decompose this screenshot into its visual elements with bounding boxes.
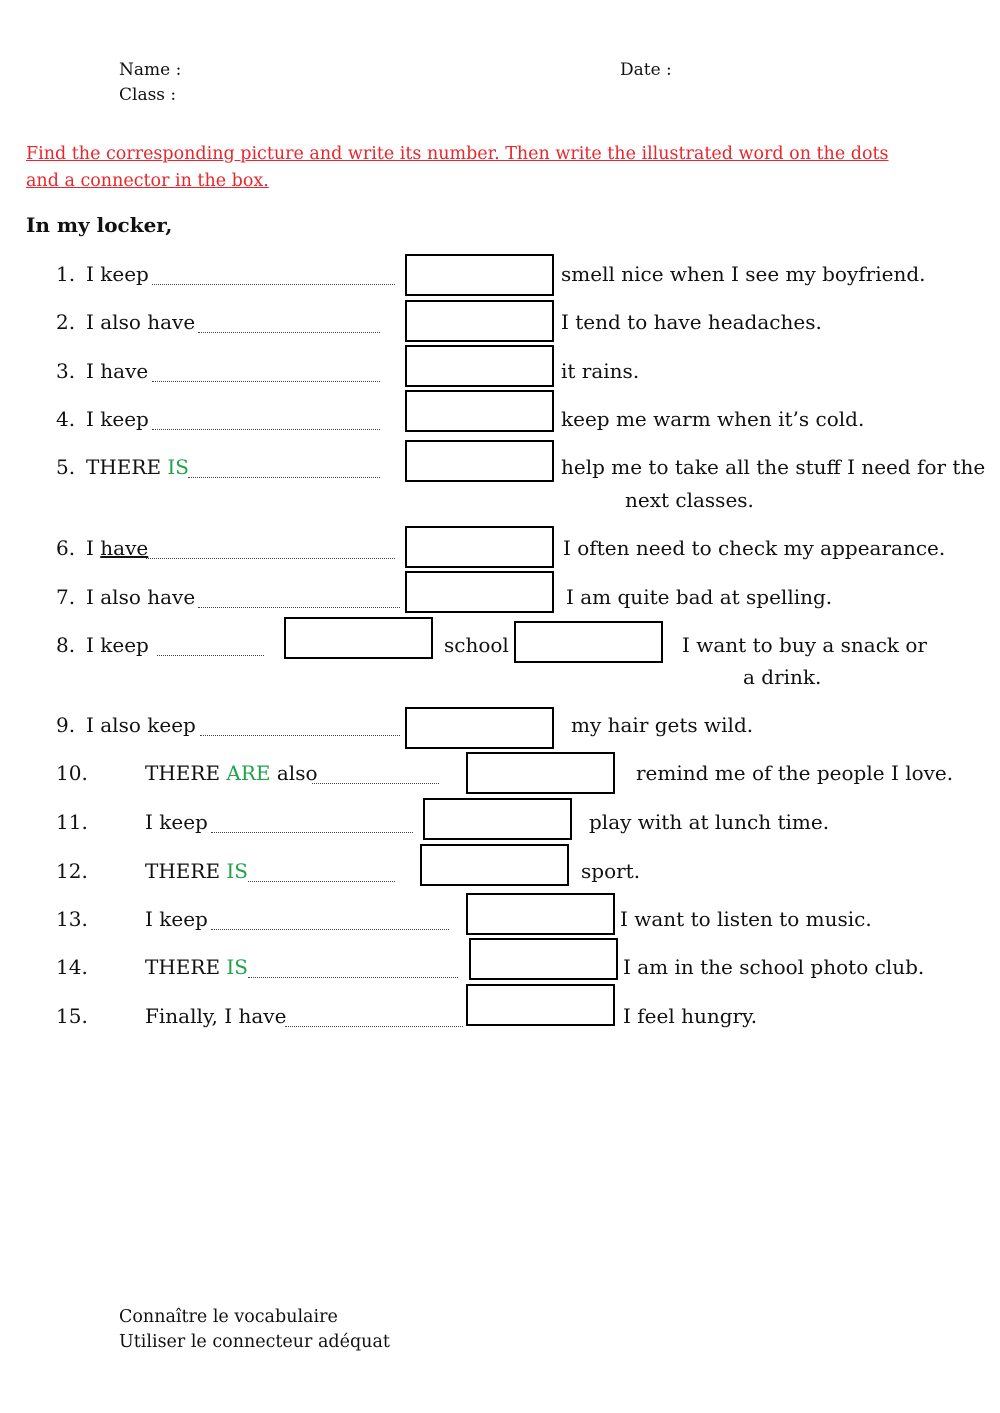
item-suffix: sport. [581, 859, 641, 883]
item-prefix: Finally, I have [145, 1004, 287, 1028]
item-suffix: keep me warm when it’s cold. [561, 407, 865, 431]
item-suffix: remind me of the people I love. [636, 761, 954, 785]
item-prefix-text: THERE [145, 955, 221, 979]
item-number: 3. [56, 359, 76, 383]
connector-box[interactable] [405, 345, 554, 387]
item-suffix: I want to buy a snack or [682, 633, 927, 657]
answer-dots[interactable] [198, 607, 400, 608]
connector-box[interactable] [405, 707, 554, 749]
item-prefix: I also have [86, 585, 196, 609]
item-number: 10. [56, 761, 88, 785]
item-number: 4. [56, 407, 76, 431]
item-prefix: I keep [86, 407, 149, 431]
item-prefix [145, 761, 318, 785]
connector-box[interactable] [405, 254, 554, 296]
item-suffix: I am in the school photo club. [623, 955, 925, 979]
item-prefix [145, 859, 248, 883]
item-prefix: I have [86, 359, 149, 383]
item-suffix: smell nice when I see my boyfriend. [561, 262, 926, 286]
item-prefix: I keep [145, 907, 208, 931]
item-number: 14. [56, 955, 88, 979]
answer-dots[interactable] [188, 477, 380, 478]
item-suffix-cont: next classes. [625, 488, 754, 512]
item-prefix-text: THERE [86, 455, 162, 479]
item-number: 8. [56, 633, 76, 657]
item-prefix: I also have [86, 310, 196, 334]
item-suffix: play with at lunch time. [589, 810, 830, 834]
answer-dots[interactable] [312, 783, 439, 784]
connector-box[interactable] [420, 844, 569, 886]
item-number: 11. [56, 810, 88, 834]
keyword-are: ARE [226, 761, 271, 785]
answer-dots[interactable] [157, 655, 264, 656]
item-suffix: I feel hungry. [623, 1004, 758, 1028]
name-label: Name : [119, 60, 182, 80]
keyword-is: IS [226, 955, 249, 979]
answer-dots[interactable] [198, 332, 380, 333]
keyword-is: IS [226, 859, 249, 883]
item-prefix [86, 536, 148, 560]
instructions: Find the corresponding picture and write its number. Then write the illustrated word on the dots and a connector in the box. [26, 144, 889, 191]
item-prefix-underlined: have [100, 536, 149, 560]
item-prefix: I also keep [86, 713, 196, 737]
item-prefix-text: THERE [145, 761, 221, 785]
item-prefix: I keep [86, 633, 149, 657]
item-suffix: I am quite bad at spelling. [566, 585, 833, 609]
connector-box[interactable] [466, 752, 615, 794]
answer-dots[interactable] [152, 284, 395, 285]
class-label: Class : [119, 85, 177, 105]
connector-box[interactable] [405, 390, 554, 432]
item-prefix-text: THERE [145, 859, 221, 883]
footer-skill-2: Utiliser le connecteur adéquat [119, 1332, 390, 1352]
answer-dots[interactable] [285, 1026, 463, 1027]
item-suffix: it rains. [561, 359, 640, 383]
item-middle: school [444, 633, 509, 657]
item-suffix: I tend to have headaches. [561, 310, 822, 334]
item-number: 9. [56, 713, 76, 737]
item-number: 6. [56, 536, 76, 560]
connector-box-2[interactable] [514, 621, 663, 663]
item-suffix: I want to listen to music. [620, 907, 872, 931]
item-suffix: I often need to check my appearance. [563, 536, 946, 560]
answer-dots[interactable] [152, 381, 380, 382]
item-number: 5. [56, 455, 76, 479]
connector-box[interactable] [423, 798, 572, 840]
connector-box[interactable] [405, 571, 554, 613]
answer-dots[interactable] [248, 881, 395, 882]
connector-box[interactable] [466, 984, 615, 1026]
item-number: 15. [56, 1004, 88, 1028]
item-prefix-text: I [86, 536, 94, 560]
answer-dots[interactable] [200, 735, 400, 736]
connector-box[interactable] [284, 617, 433, 659]
connector-box[interactable] [405, 526, 554, 568]
item-suffix: my hair gets wild. [571, 713, 754, 737]
section-title: In my locker, [26, 213, 173, 237]
item-prefix [86, 455, 189, 479]
item-suffix-cont: a drink. [743, 665, 822, 689]
item-prefix: I keep [145, 810, 208, 834]
connector-box[interactable] [466, 893, 615, 935]
keyword-is: IS [167, 455, 190, 479]
item-number: 1. [56, 262, 76, 286]
item-number: 12. [56, 859, 88, 883]
item-number: 2. [56, 310, 76, 334]
item-prefix-after: also [276, 761, 318, 785]
connector-box[interactable] [469, 938, 618, 980]
footer-skill-1: Connaître le vocabulaire [119, 1307, 338, 1327]
answer-dots[interactable] [211, 832, 413, 833]
item-number: 13. [56, 907, 88, 931]
answer-dots[interactable] [152, 429, 380, 430]
answer-dots[interactable] [211, 929, 449, 930]
connector-box[interactable] [405, 300, 554, 342]
item-number: 7. [56, 585, 76, 609]
date-label: Date : [620, 60, 672, 80]
answer-dots[interactable] [248, 977, 458, 978]
answer-dots[interactable] [146, 558, 395, 559]
item-suffix: help me to take all the stuff I need for the [561, 455, 986, 479]
item-prefix [145, 955, 248, 979]
connector-box[interactable] [405, 440, 554, 482]
item-prefix: I keep [86, 262, 149, 286]
